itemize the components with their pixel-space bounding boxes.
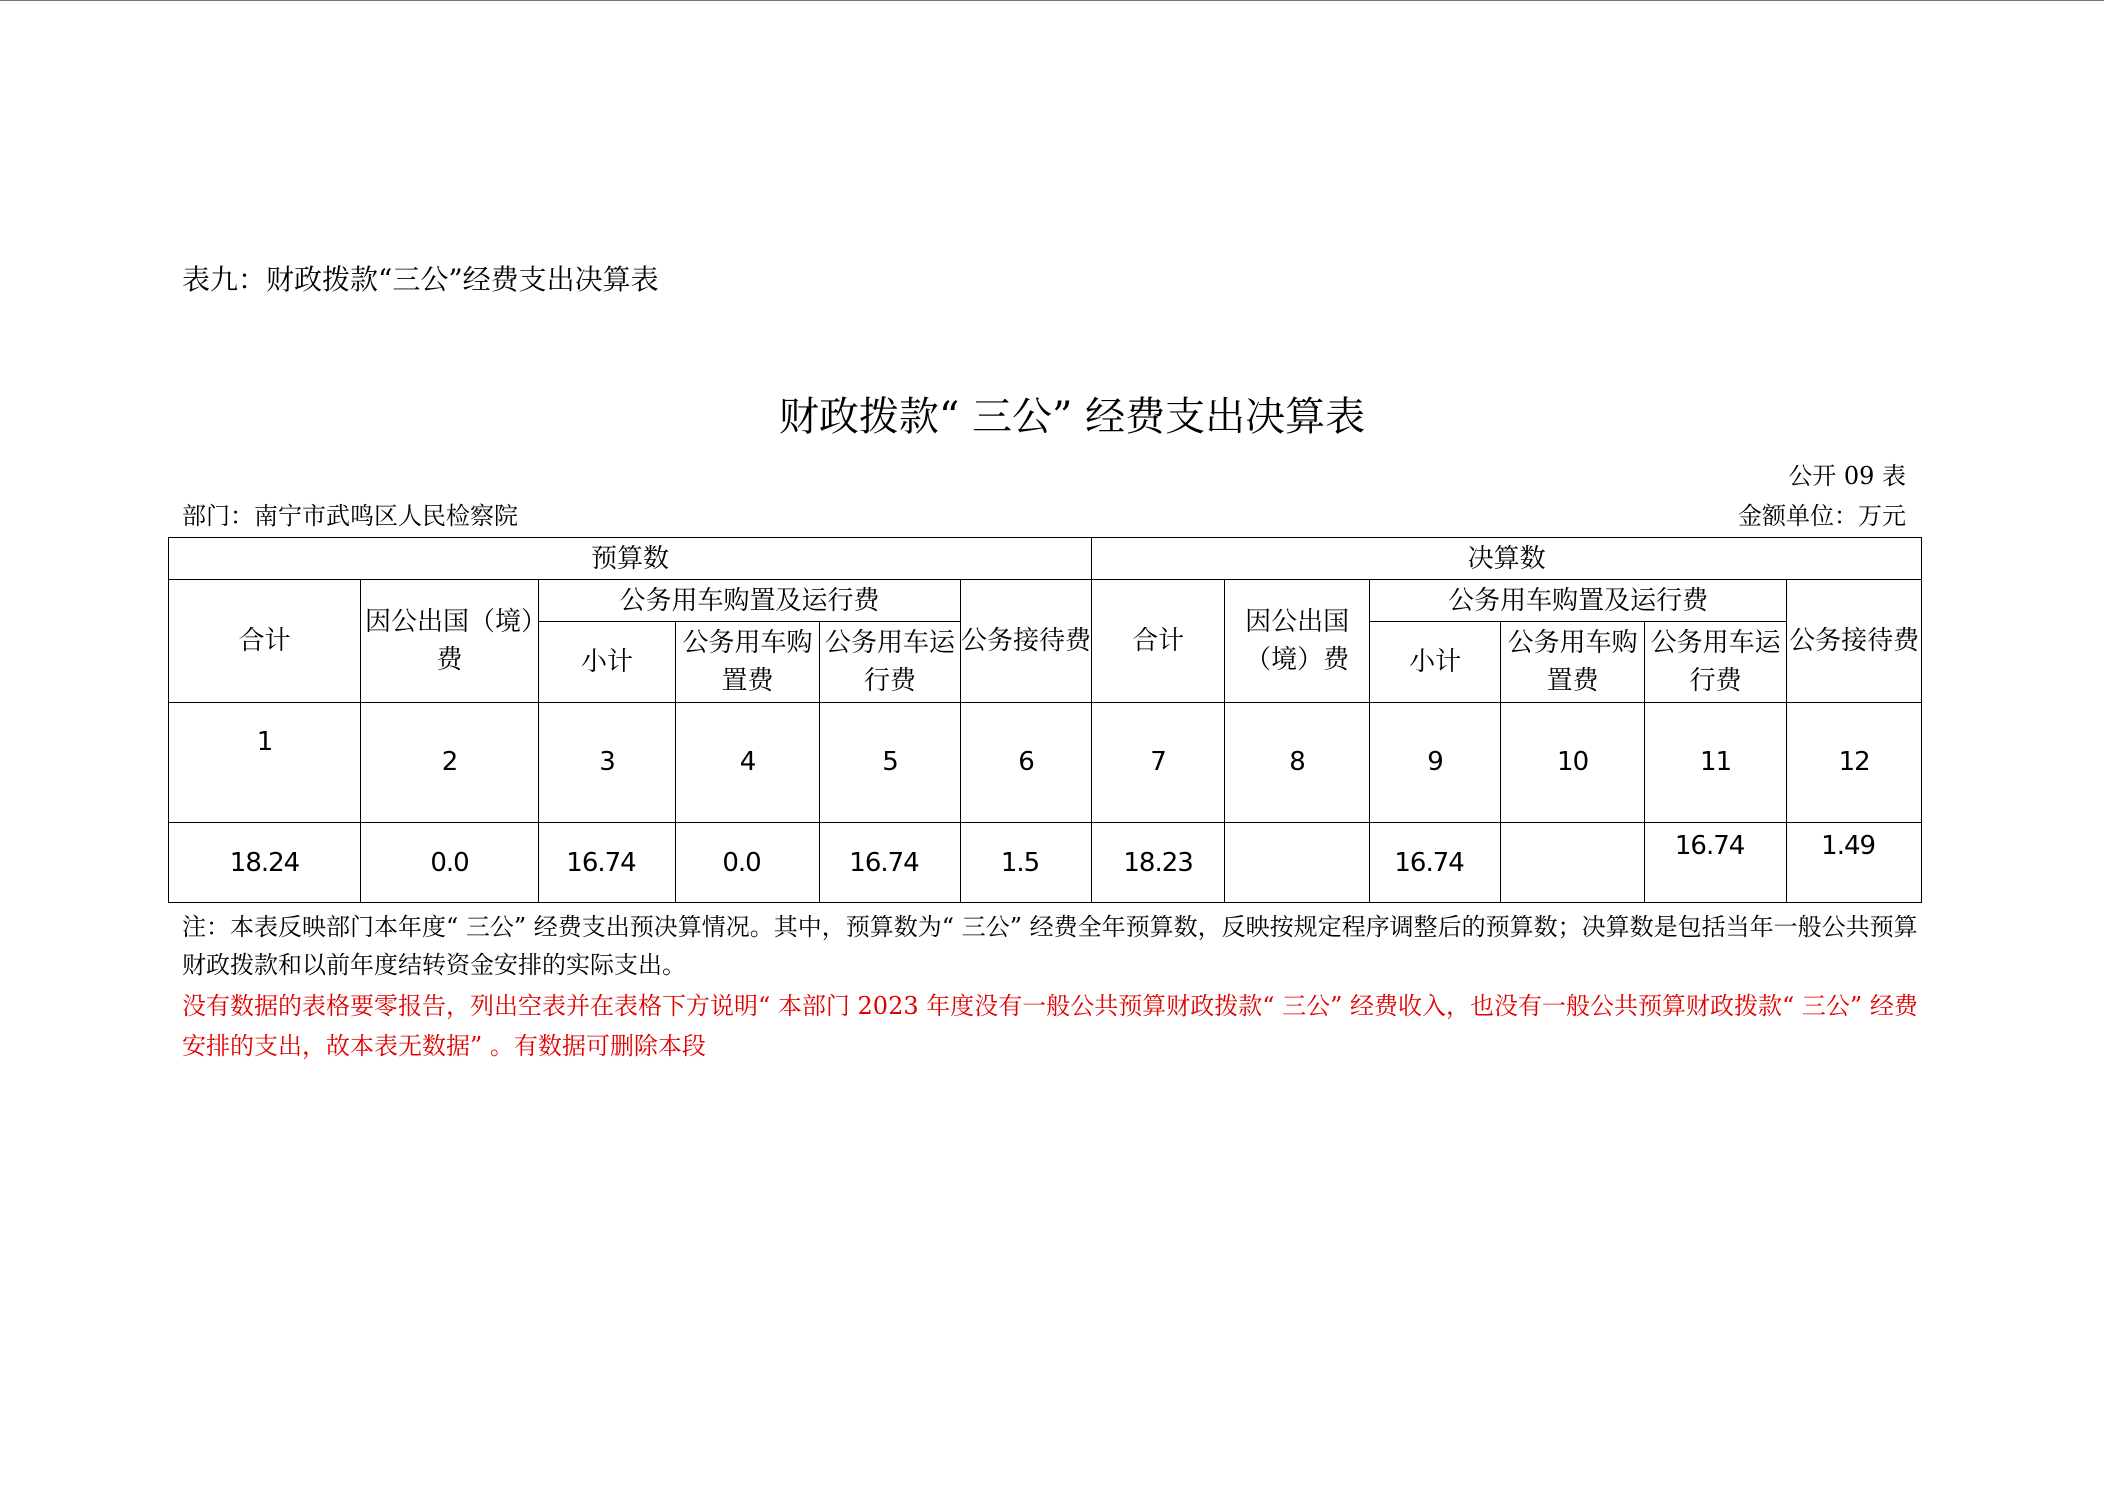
final-car-operation-value: 16.74 (1645, 823, 1787, 903)
column-index: 3 (539, 703, 676, 823)
final-reception-header: 公务接待费 (1787, 580, 1922, 703)
column-index: 6 (961, 703, 1092, 823)
final-car-group-header: 公务用车购置及运行费 (1370, 580, 1787, 622)
budget-total-value: 18.24 (169, 823, 361, 903)
final-reception-value: 1.49 (1787, 823, 1922, 903)
column-index: 2 (361, 703, 539, 823)
three-public-expense-table (168, 537, 1922, 903)
document-title: 财政拨款“ 三公” 经费支出决算表 (778, 394, 1366, 440)
final-car-purchase-header: 公务用车购置费 (1501, 622, 1645, 703)
budget-car-group-header: 公务用车购置及运行费 (539, 580, 961, 622)
column-index: 10 (1501, 703, 1645, 823)
budget-car-operation-header: 公务用车运行费 (820, 622, 961, 703)
budget-subtotal-header: 小计 (539, 622, 676, 703)
header-row-columns (169, 580, 1922, 622)
budget-total-header: 合计 (169, 580, 361, 703)
amount-unit-label: 金额单位：万元 (1738, 502, 1906, 530)
final-car-operation-header: 公务用车运行费 (1645, 622, 1787, 703)
final-abroad-value (1225, 823, 1370, 903)
table-note: 注：本表反映部门本年度“ 三公” 经费支出预决算情况。其中，预算数为“ 三公” 经费全年预算数，反映按规定程序调整后的预算数；决算数是包括当年一般公共预算财政拨款和以前年度结转资金安排的实际支出。 (182, 913, 1918, 979)
budget-car-purchase-header: 公务用车购置费 (676, 622, 820, 703)
final-abroad-header: 因公出国（境）费 (1225, 580, 1370, 703)
column-index: 5 (820, 703, 961, 823)
data-row (169, 823, 1922, 903)
column-index: 1 (169, 703, 361, 823)
budget-header: 预算数 (169, 538, 1092, 580)
column-index: 8 (1225, 703, 1370, 823)
page-top-border (0, 0, 2104, 1)
budget-abroad-value: 0.0 (361, 823, 539, 903)
column-index: 12 (1787, 703, 1922, 823)
column-index: 4 (676, 703, 820, 823)
final-total-header: 合计 (1092, 580, 1225, 703)
budget-car-operation-value: 16.74 (820, 823, 961, 903)
column-index-row (169, 703, 1922, 823)
column-index: 9 (1370, 703, 1501, 823)
budget-reception-value: 1.5 (961, 823, 1092, 903)
budget-abroad-header: 因公出国（境）费 (361, 580, 539, 703)
final-total-value: 18.23 (1092, 823, 1225, 903)
final-subtotal-header: 小计 (1370, 622, 1501, 703)
zero-report-instruction: 没有数据的表格要零报告，列出空表并在表格下方说明“ 本部门 2023 年度没有一般公共预算财政拨款“ 三公” 经费收入，也没有一般公共预算财政拨款“ 三公” 经费安排的支出，故本表无数据” 。有数据可删除本段 (182, 992, 1918, 1060)
final-header: 决算数 (1092, 538, 1922, 580)
header-row-group (169, 538, 1922, 580)
budget-car-purchase-value: 0.0 (676, 823, 820, 903)
department-label: 部门：南宁市武鸣区人民检察院 (182, 502, 518, 530)
form-number: 公开 09 表 (1788, 462, 1906, 490)
column-index: 7 (1092, 703, 1225, 823)
section-heading: 表九：财政拨款“三公”经费支出决算表 (182, 263, 659, 296)
budget-reception-header: 公务接待费 (961, 580, 1092, 703)
final-subtotal-value: 16.74 (1370, 823, 1501, 903)
budget-subtotal-value: 16.74 (539, 823, 676, 903)
column-index: 11 (1645, 703, 1787, 823)
final-car-purchase-value (1501, 823, 1645, 903)
